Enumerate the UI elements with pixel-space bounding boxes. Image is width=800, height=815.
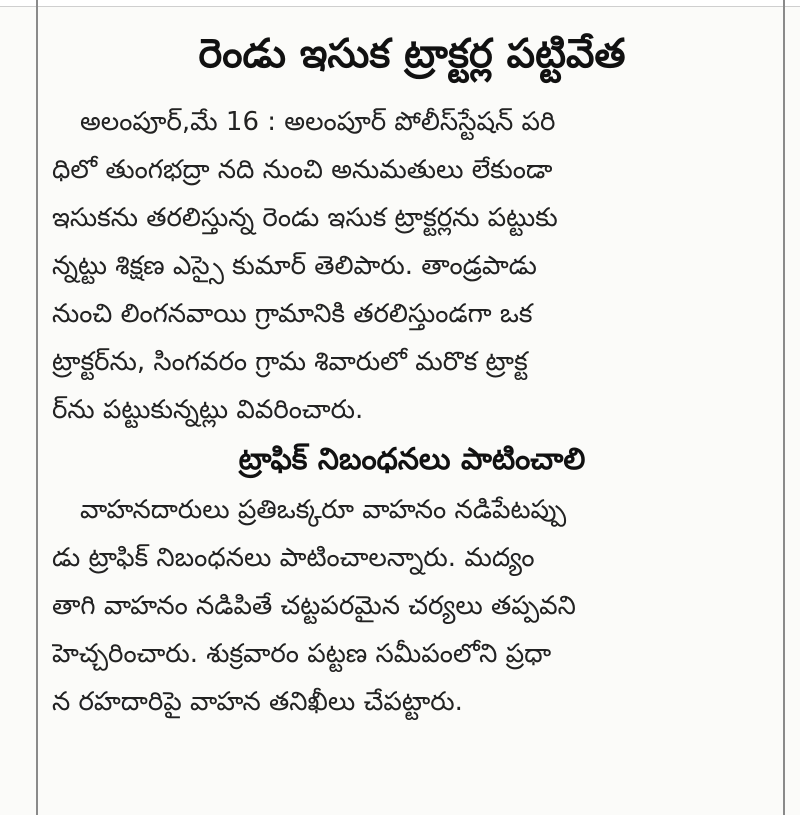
paragraph-line: నుంచి లింగనవాయి గ్రామానికి తరలిస్తుండగా ఒక <box>52 299 533 329</box>
article-headline: రెండు ఇసుక ట్రాక్టర్ల పట్టివేత <box>198 31 626 77</box>
paragraph-line: న్నట్టు శిక్షణ ఎస్సై కుమార్ తెలిపారు. తాండ్రపాడు <box>52 251 537 281</box>
paragraph-line: తాగి వాహనం నడిపితే చట్టపరమైన చర్యలు తప్పవని <box>52 591 576 621</box>
paragraph-line: డు ట్రాఫిక్ నిబంధనలు పాటించాలన్నారు. మద్యం <box>52 543 535 573</box>
right-column-rule <box>783 0 785 815</box>
news-article <box>52 8 772 726</box>
article-subheading: ట్రాఫిక్ నిబంధనలు పాటించాలి <box>238 442 586 477</box>
paragraph-line: ధిలో తుంగభద్రా నది నుంచి అనుమతులు లేకుండా <box>52 155 553 185</box>
paragraph-line: ట్రాక్టర్‌ను, సింగవరం గ్రామ శివారులో మరొక ట్రాక్ట <box>52 347 528 377</box>
article-paragraph-2 <box>52 486 772 726</box>
paragraph-line: అలంపూర్,మే 16 : అలంపూర్ పోలీస్‌స్టేషన్ పరి <box>80 107 556 137</box>
top-border <box>0 0 800 7</box>
paragraph-line: ఇసుకను తరలిస్తున్న రెండు ఇసుక ట్రాక్టర్లను పట్టుకు <box>52 203 558 233</box>
paragraph-line: న రహదారిపై వాహన తనిఖీలు చేపట్టారు. <box>52 687 463 717</box>
paragraph-line: వాహనదారులు ప్రతిఒక్కరూ వాహనం నడిపేటప్పు <box>80 495 567 525</box>
paragraph-line: ర్‌ను పట్టుకున్నట్లు వివరించారు. <box>52 395 364 425</box>
article-paragraph-1 <box>52 98 772 434</box>
left-column-rule <box>36 0 38 815</box>
paragraph-line: హెచ్చరించారు. శుక్రవారం పట్టణ సమీపంలోని ప్రధా <box>52 639 552 669</box>
